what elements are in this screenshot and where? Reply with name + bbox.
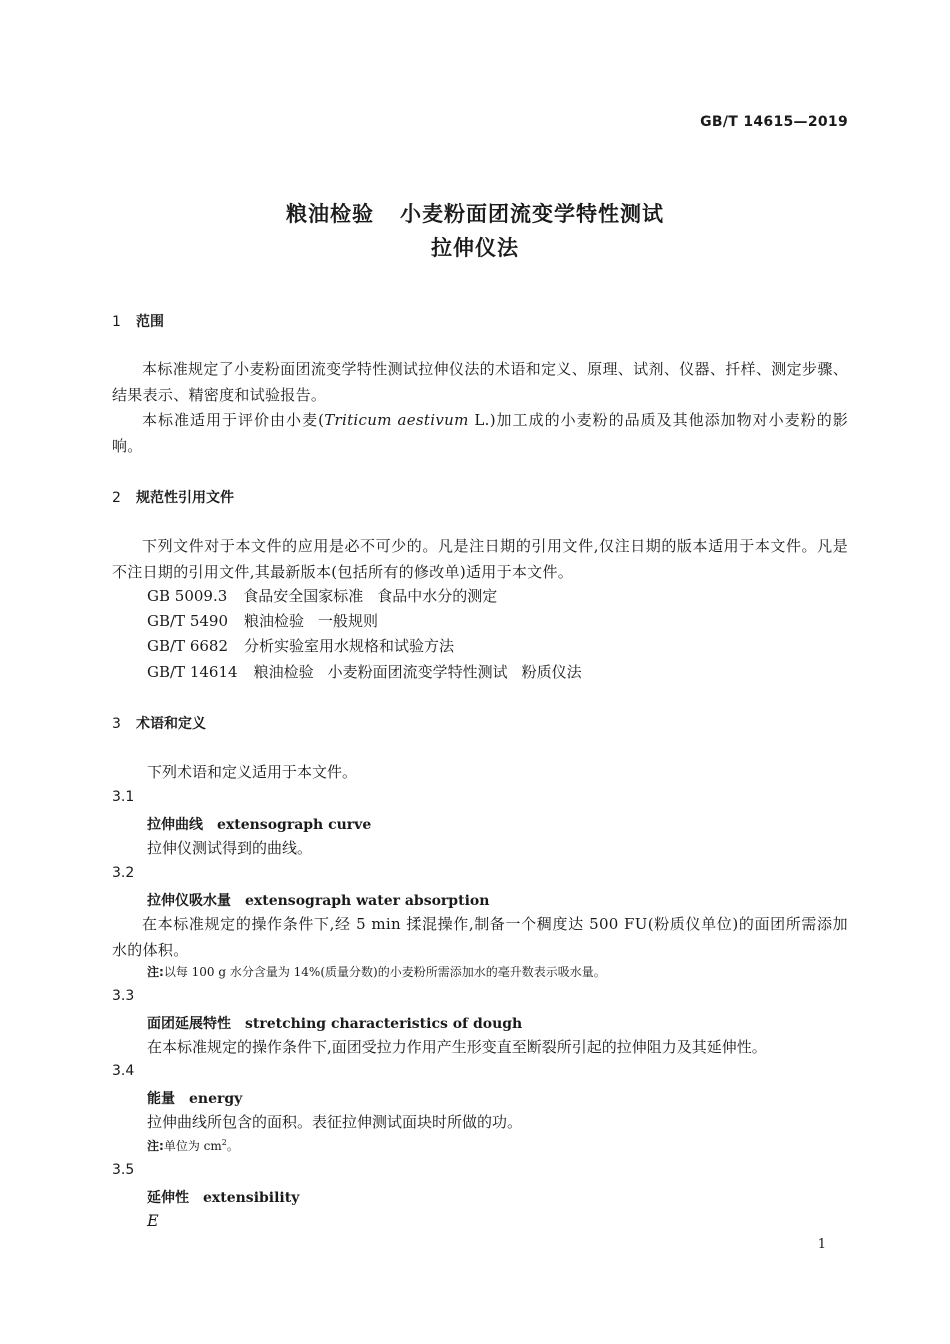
page-number: 1	[817, 1237, 826, 1252]
clause-3-4-number: 3.4	[112, 1063, 135, 1079]
reference-item: GB/T 6682 分析实验室用水规格和试验方法	[147, 637, 455, 655]
reference-item: GB/T 14614 粮油检验 小麦粉面团流变学特性测试 粉质仪法	[147, 663, 582, 681]
reference-item: GB/T 5490 粮油检验 一般规则	[147, 612, 379, 630]
standard-number: GB/T 14615—2019	[700, 114, 848, 130]
note-3-2: 注:以每 100 g 水分含量为 14%(质量分数)的小麦粉所需添加水的毫升数表示吸水量。	[147, 965, 606, 979]
definition-3-3: 在本标准规定的操作条件下,面团受拉力作用产生形变直至断裂所引起的拉伸阻力及其延伸性。	[147, 1038, 767, 1056]
term-3-3: 面团延展特性 stretching characteristics of dough	[147, 1016, 523, 1032]
clause-3-2-number: 3.2	[112, 865, 135, 881]
term-3-1: 拉伸曲线 extensograph curve	[147, 817, 372, 833]
reference-item: GB 5009.3 食品安全国家标准 食品中水分的测定	[147, 587, 498, 605]
clause-3-1-number: 3.1	[112, 789, 135, 805]
term-3-2: 拉伸仪吸水量 extensograph water absorption	[147, 893, 490, 909]
definition-3-1: 拉伸仪测试得到的曲线。	[147, 839, 313, 857]
symbol-3-5: E	[147, 1211, 159, 1230]
section-3-intro: 下列术语和定义适用于本文件。	[147, 763, 358, 781]
note-3-4: 注:单位为 $cm^2$。	[147, 1138, 239, 1153]
term-3-5: 延伸性 extensibility	[147, 1190, 300, 1206]
definition-3-2: 在本标准规定的操作条件下,经 5 min 揉混操作,制备一个稠度达 500 FU(粉质仪单位)的面团所需添加水的体积。	[112, 915, 848, 959]
clause-3-5-number: 3.5	[112, 1162, 135, 1178]
species-name: Triticum aestivum	[324, 411, 469, 429]
clause-3-3-number: 3.3	[112, 988, 135, 1004]
section-2-heading: 2 规范性引用文件	[112, 490, 234, 506]
section-1-para1: 本标准规定了小麦粉面团流变学特性测试拉伸仪法的术语和定义、原理、试剂、仪器、扦样、测定步骤、结果表示、精密度和试验报告。	[112, 360, 848, 404]
document-title-line1	[0, 198, 950, 228]
section-2-para1: 下列文件对于本文件的应用是必不可少的。凡是注日期的引用文件,仅注日期的版本适用于本文件。凡是不注日期的引用文件,其最新版本(包括所有的修改单)适用于本文件。	[112, 537, 848, 581]
term-3-4: 能量 energy	[147, 1091, 243, 1107]
section-3-heading: 3 术语和定义	[112, 716, 206, 732]
section-1-para2: 本标准适用于评价由小麦(Triticum aestivum L.)加工成的小麦粉的品质及其他添加物对小麦粉的影响。	[112, 411, 848, 455]
title-part2: 小麦粉面团流变学特性测试	[400, 202, 664, 226]
document-title-line2: 拉伸仪法	[431, 236, 519, 260]
definition-3-4: 拉伸曲线所包含的面积。表征拉伸测试面块时所做的功。	[147, 1113, 523, 1131]
section-1-heading: 1 范围	[112, 314, 164, 330]
title-part1: 粮油检验	[286, 202, 374, 226]
